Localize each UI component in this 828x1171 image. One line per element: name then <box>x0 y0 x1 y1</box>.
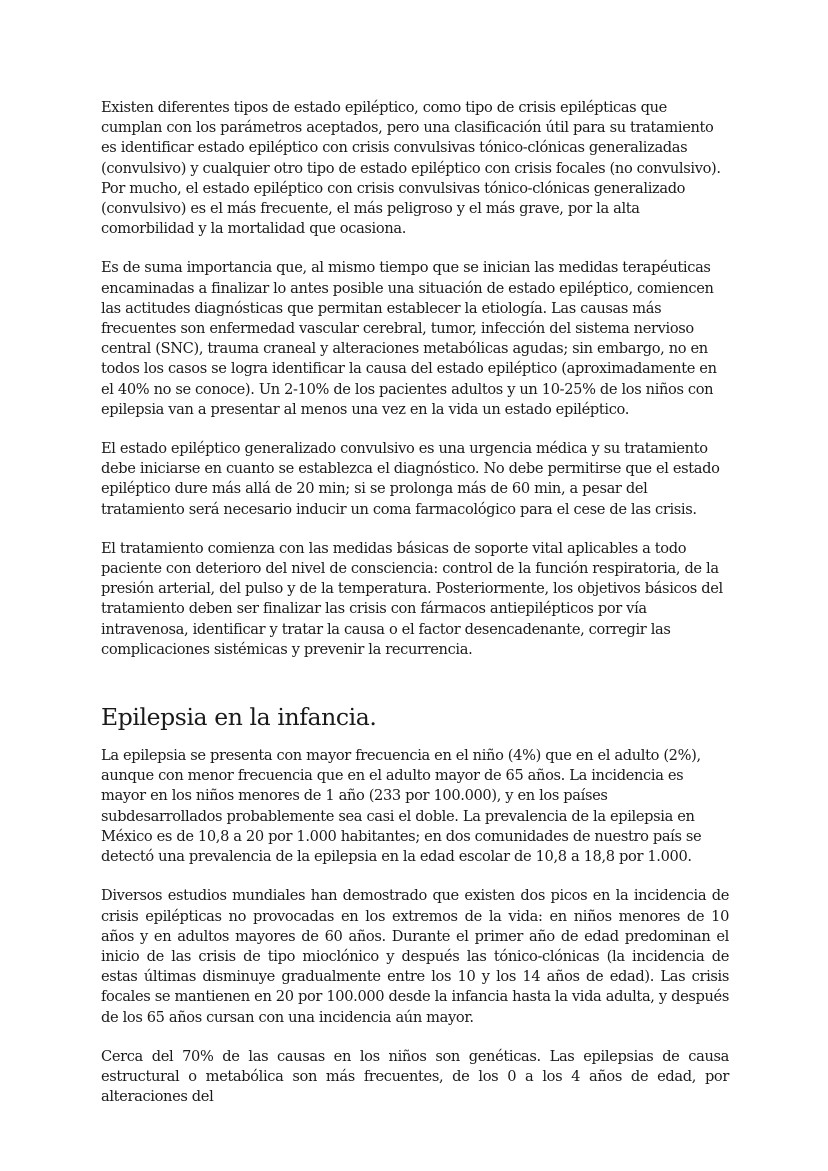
paragraph-medical-emergency: El estado epiléptico generalizado convulsivo es una urgencia médica y su tratamiento debe iniciarse en cuanto se establezca el diagnóstico. No debe permitirse que el estado epiléptico dure más allá de 20 min; si se prolonga más de 60 min, a pesar del tratamiento será necesario inducir un coma farmacológico para el cese de las crisis. <box>101 440 720 518</box>
document-page <box>101 98 729 1107</box>
paragraph-treatment: El tratamiento comienza con las medidas básicas de soporte vital aplicables a todo paciente con deterioro del nivel de consciencia: control de la función respiratoria, de la presión arterial, del pulso y de la temperatura. Posteriormente, los objetivos básicos del tratamiento deben ser finalizar las crisis con fármacos antiepilépticos por vía intravenosa, identificar y tratar la causa o el factor desencadenante, corregir las complicaciones sistémicas y prevenir la recurrencia. <box>101 539 723 658</box>
paragraph-incidence-peaks: Diversos estudios mundiales han demostrado que existen dos picos en la incidencia de crisis epilépticas no provocadas en los extremos de la vida: en niños menores de 10 años y en adultos mayores de 60 años. Durante el primer año de edad predominan el inicio de las crisis de tipo mioclónico y después las tónico-clónicas (la incidencia de estas últimas disminuye gradualmente entre los 10 y los 14 años de edad). Las crisis focales se mantienen en 20 por 100.000 desde la infancia hasta la vida adulta, y después de los 65 años cursan con una incidencia aún mayor. <box>101 887 729 1026</box>
paragraph-childhood-prevalence: La epilepsia se presenta con mayor frecuencia en el niño (4%) que en el adulto (2%), aunque con menor frecuencia que en el adulto mayor de 65 años. La incidencia es mayor en los niños menores de 1 año (233 por 100.000), y en los países subdesarrollados probablemente sea casi el doble. La prevalencia de la epilepsia en México es de 10,8 a 20 por 1.000 habitantes; en dos comunidades de nuestro país se detectó una prevalencia de la epilepsia en la edad escolar de 10,8 a 18,8 por 1.000. <box>101 747 702 866</box>
paragraph-genetic-causes: Cerca del 70% de las causas en los niños son genéticas. Las epilepsias de causa estructural o metabólica son más frecuentes, de los 0 a los 4 años de edad, por alteraciones del <box>101 1047 729 1106</box>
paragraph-diagnosis-etiology: Es de suma importancia que, al mismo tiempo que se inician las medidas terapéuticas encaminadas a finalizar lo antes posible una situación de estado epiléptico, comiencen las actitudes diagnósticas que permitan establecer la etiología. Las causas más frecuentes son enfermedad vascular cerebral, tumor, infección del sistema nervioso central (SNC), trauma craneal y alteraciones metabólicas agudas; sin embargo, no en todos los casos se logra identificar la causa del estado epiléptico (aproximadamente en el 40% no se conoce). Un 2-10% de los pacientes adultos y un 10-25% de los niños con epilepsia van a presentar al menos una vez en la vida un estado epiléptico. <box>101 259 717 418</box>
paragraph-status-types: Existen diferentes tipos de estado epiléptico, como tipo de crisis epilépticas que cumplan con los parámetros aceptados, pero una clasificación útil para su tratamiento es identificar estado epiléptico con crisis convulsivas tónico-clónicas generalizadas (convulsivo) y cualquier otro tipo de estado epiléptico con crisis focales (no convulsivo). Por mucho, el estado epiléptico con crisis convulsivas tónico-clónicas generalizado (convulsivo) es el más frecuente, el más peligroso y el más grave, por la alta comorbilidad y la mortalidad que ocasiona. <box>101 99 721 238</box>
section-heading: Epilepsia en la infancia. <box>101 703 377 732</box>
